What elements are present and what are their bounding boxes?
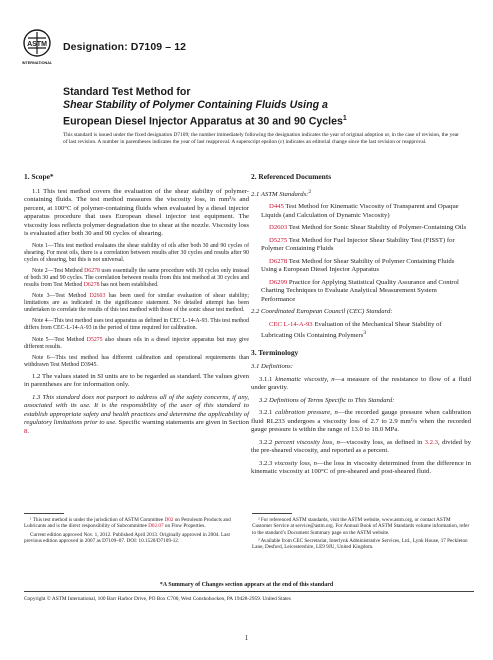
para-1-1: 1.1 This test method covers the evaluation of the shear stability of polymer-containing fluids. The test method measures the viscosity loss, in mm²/s and percent, at 100°C of polymer-containing fluids when evaluated by a diesel injector apparatus procedure that uses European diesel injector test equipment. The viscosity loss reflects polymer degradation due to shear at the nozzle. Viscosity loss is evaluated after both 30 and 90 cycles of shearing. [24,187,249,237]
scope-heading: 1. Scope* [24,172,54,181]
note-6: Note 6—This test method has different calibration and operational requirements than withdrawn Test Method D3945. [24,354,249,368]
title-line-3: European Diesel Injector Apparatus at 30 and 90 Cycles$^1$ [63,115,347,128]
footnote-2: ² For referenced ASTM standards, visit the ASTM website, www.astm.org, or contact ASTM Customer Service at service@astm.org. For Annual Book of ASTM Standards volume information, refer to the standard’s Document Summary page on the ASTM website. [252,517,470,536]
footnote-divider-right [252,513,292,514]
footnote-3: ³ Available from CEC Secretariat, Interlynk Administrative Services, Ltd., Lynk House, 17 Peckleton Lane, Desford, Leicestershire, LE9 9JU, United Kingdom. [252,537,468,551]
footnotes-left [24,517,244,546]
specific-definitions-label: 3.2 Definitions of Terms Specific to This Standard: [259,396,395,404]
def-3-2-3: 3.2.3 viscosity loss, n—the loss in viscosity determined from the difference in kinematic viscosity at 100°C of pre-sheared and post-sheared fluid. [251,459,471,476]
link-d445[interactable]: D445 [269,203,284,211]
para-1-3: 1.3 This standard does not purport to address all of the safety concerns, if any, associated with its use. It is the responsibility of the user of this standard to establish appropriate safety and health practices and determine the applicability of regulatory limitations prior to use. Specific warning statements are given in Section 8. [24,393,249,435]
terminology-heading: 3. Terminology [251,347,299,357]
link-d02-07[interactable]: D02.07 [148,523,164,530]
reference-item: D445 Test Method for Kinematic Viscosity of Transparent and Opaque Liquids (and Calculation of Dynamic Viscosity) [261,203,459,219]
svg-text:ASTM: ASTM [27,41,47,48]
link-cec-l14[interactable]: CEC L-14-A-93 [269,320,313,328]
link-d6278[interactable]: D6278 [84,267,100,274]
def-3-1-1: 3.1.1 kinematic viscosity, n—a measure of the resistance to flow of a fluid under gravity. [251,375,472,392]
footnote-divider-left [24,513,64,514]
cec-standard-label: 2.2 Coordinated European Council (CEC) Standard: [251,308,393,316]
copyright-line: Copyright © ASTM International, 100 Barr Harbor Drive, PO Box C700, West Conshohocken, PA 19428-2959. United States [24,596,291,602]
astm-standards-label: 2.1 ASTM Standards:$^2$ [251,188,312,198]
link-d2603-ref[interactable]: D2603 [269,224,288,232]
title-line-2: Shear Stability of Polymer Containing Fluids Using a [63,99,328,111]
def-3-2-2: 3.2.2 percent viscosity loss, n—viscosity loss, as defined in 3.2.3, divided by the pre-sheared viscosity, and reported as a percent. [251,438,471,455]
link-d6299-ref[interactable]: D6299 [269,278,288,286]
footnotes-right [252,517,472,552]
page-number: 1 [244,634,249,642]
para-1-2: 1.2 The values stated in SI units are to be regarded as standard. The values given in parentheses are for information only. [24,372,249,389]
svg-text:INTERNATIONAL: INTERNATIONAL [22,61,52,65]
reference-item: D6299 Practice for Applying Statistical Quality Assurance and Control Charting Techniques to Evaluate Analytical Measurement System Performance [261,278,459,303]
link-d2603[interactable]: D2603 [89,293,106,300]
left-column [24,173,249,440]
reference-item: D5275 Test Method for Fuel Injector Shear Stability Test (FISST) for Polymer Containing Fluids [261,236,455,253]
summary-of-changes-note: *A Summary of Changes section appears at the end of this standard [159,582,334,588]
title-line-1: Standard Test Method for [63,86,191,98]
note-4: Note 4—This test method uses test apparatus as defined in CEC L-14-A-93. This test method differs from CEC-L-14-A-93 in the period of time required for calibration. [24,318,249,332]
note-3: Note 3—Test Method D2603 has been used for similar evaluation of shear stability; limitations are as indicated in the significance statement. No detailed attempt has been undertaken to correlate the results of this test method with those of the sonic shear test method. [24,293,249,314]
link-d5275[interactable]: D5275 [86,336,103,343]
footer-divider [24,591,474,592]
link-3-2-3[interactable]: 3.2.3 [424,438,438,446]
cec-reference: CEC L-14-A-93 Evaluation of the Mechanical Shear Stability of Lubricating Oils Containing Polymers$^3$ [261,320,442,340]
link-d02[interactable]: D02 [164,517,174,523]
designation: Designation: D7109 – 12 [63,41,187,53]
reference-item: D2603 Test Method for Sonic Shear Stability of Polymer-Containing Oils [269,224,467,232]
link-d6278-ref[interactable]: D6278 [269,257,288,265]
reference-item: D6278 Test Method for Shear Stability of Polymer Containing Fluids Using a European Diesel Injector Apparatus [261,257,455,274]
preface-note: This standard is issued under the fixed designation D7109; the number immediately following the designation indicates the year of original adoption or, in the case of revision, the year of last revision. A number in parentheses indicates the year of last reapproval. A superscript epsilon (ε) indicates an editorial change since the last revision or reapproval. [63,132,459,145]
note-5: Note 5—Test Method D5275 also shears oils in a diesel injector apparatus but may give different results. [24,336,249,350]
reference-list [251,203,471,304]
link-section-8[interactable]: 8 [24,427,28,435]
note-1: Note 1—This test method evaluates the shear stability of oils after both 30 and 90 cycles of shearing. For most oils, there is a correlation between results after 30 cycles and results after 90 cycles of shearing, but this is not universal. [24,242,249,263]
referenced-documents-heading: 2. Referenced Documents [251,172,332,181]
footnote-1: ¹ This test method is under the jurisdiction of ASTM Committee D02 on Petroleum Products and Lubricants and is the direct responsibility of Subcommittee D02.07 on Flow Properties. [24,517,231,530]
astm-logo [22,28,52,68]
note-2: Note 2—Test Method D6278 uses essentially the same procedure with 30 cycles only instead of both 30 and 90 cycles. The correlation between results from this test method at 30 cycles and results from Test Method D6278 has not been established. [24,267,249,288]
definitions-label: 3.1 Definitions: [251,363,293,371]
right-column [251,173,471,481]
footnote-1-edition: Current edition approved Nov. 1, 2012. Published April 2013. Originally approved in 2004. Last previous edition approved in 2007 as D7109–07. DOI: 10.1520/D7109-12. [24,531,230,544]
link-d6278-2[interactable]: D6278 [83,281,100,288]
document-title [63,86,473,129]
link-d5275-ref[interactable]: D5275 [269,236,288,244]
def-3-2-1: 3.2.1 calibration pressure, n—the recorded gauge pressure when calibration fluid RL233 undergoes a viscosity loss of 2.7 to 2.9 mm²/s when the recorded gauge pressure is within the range of 13.0 to 18.0 MPa. [251,409,471,434]
